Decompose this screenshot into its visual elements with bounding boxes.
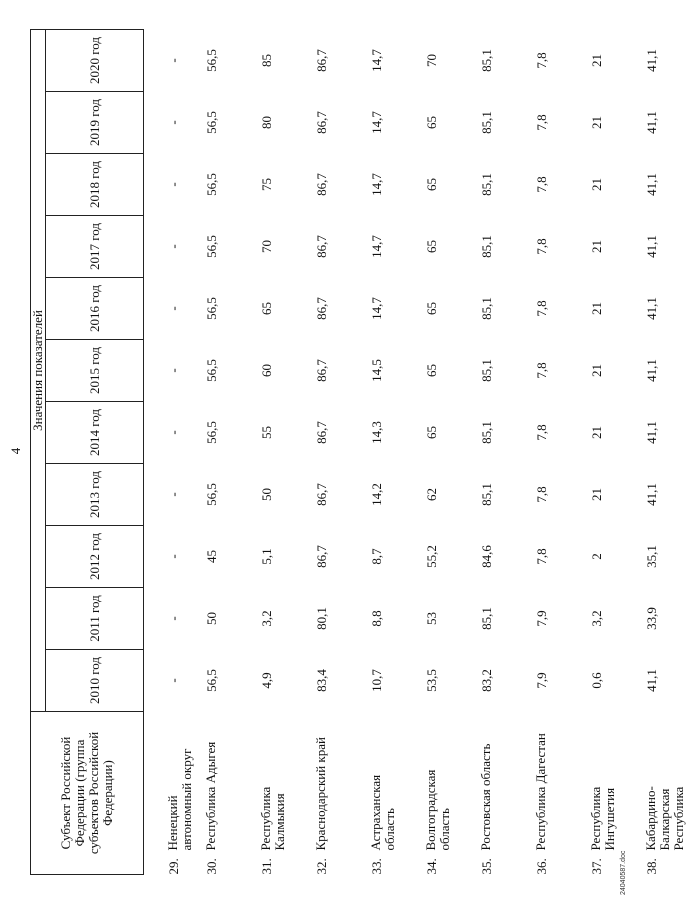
region-cell [534, 712, 589, 875]
value-cell: 56,5 [204, 173, 219, 196]
value-cell: 21 [589, 116, 604, 129]
value-cell: 80,1 [314, 607, 329, 630]
value-cell: 8,8 [369, 610, 384, 627]
value-cell: 85,1 [479, 173, 494, 196]
year-column-header: 2010 год [46, 650, 144, 712]
header-row-top [31, 29, 46, 874]
value-cell: 14,7 [369, 297, 384, 320]
table-row [259, 29, 314, 874]
value-cell: 7,8 [534, 548, 549, 565]
table-row [644, 29, 699, 874]
value-cell: 56,5 [204, 49, 219, 72]
value-cell: 50 [204, 612, 219, 625]
value-cell: 56,5 [204, 669, 219, 692]
value-cell: 65 [259, 302, 274, 315]
value-cell: 14,5 [369, 359, 384, 382]
region-cell [144, 712, 205, 875]
year-column-header: 2015 год [46, 340, 144, 402]
subject-column-header: Субъект Российской Федерации (группа субъектов Российской Федерации) [31, 712, 144, 875]
value-cell: 33,9 [644, 607, 659, 630]
table-row [369, 29, 424, 874]
value-cell: 84,6 [479, 545, 494, 568]
value-cell: 41,1 [644, 483, 659, 506]
value-cell: 41,1 [644, 173, 659, 196]
value-cell: 70 [424, 53, 439, 67]
table-row [589, 29, 644, 874]
value-cell: 2 [589, 553, 604, 560]
value-cell: 7,8 [534, 238, 549, 255]
row-number: 36. [534, 858, 549, 875]
value-cell: 41,1 [644, 297, 659, 320]
year-column-header: 2019 год [46, 92, 144, 154]
region-cell [369, 712, 424, 875]
value-cell: 14,7 [369, 173, 384, 196]
value-cell: 85,1 [479, 421, 494, 444]
table-row [204, 29, 259, 874]
value-cell: 7,8 [534, 300, 549, 317]
region-name: Кабардино-Балкарская Республика [643, 786, 686, 851]
value-cell: - [166, 492, 181, 497]
value-cell: 3,2 [589, 610, 604, 627]
value-cell: 7,8 [534, 362, 549, 379]
value-cell: 14,7 [369, 111, 384, 134]
row-number: 35. [479, 858, 494, 875]
value-cell: 83,4 [314, 669, 329, 692]
value-cell: 85,1 [479, 483, 494, 506]
region-name: Ненецкий автономный округ [165, 748, 194, 851]
value-cell: 55 [259, 426, 274, 439]
value-cell: 7,8 [534, 176, 549, 193]
value-cell: 86,7 [314, 359, 329, 382]
region-cell [314, 712, 369, 875]
region-cell [644, 712, 699, 875]
table-row [479, 29, 534, 874]
value-cell: 56,5 [204, 421, 219, 444]
value-cell: 0,6 [589, 672, 604, 689]
value-cell: 65 [424, 426, 439, 439]
value-cell: 62 [424, 488, 439, 501]
year-column-header: 2017 год [46, 216, 144, 278]
value-cell: 86,7 [314, 297, 329, 320]
value-cell: 85,1 [479, 111, 494, 134]
value-cell: - [166, 678, 181, 683]
value-cell: - [166, 58, 181, 63]
value-cell: 55,2 [424, 545, 439, 568]
value-cell: 41,1 [644, 359, 659, 382]
value-cell: 86,7 [314, 111, 329, 134]
value-cell: 7,9 [534, 610, 549, 627]
value-cell: 65 [424, 302, 439, 315]
row-number: 30. [204, 858, 219, 875]
row-number: 33. [369, 858, 384, 875]
year-column-header: 2018 год [46, 154, 144, 216]
value-cell: 75 [259, 178, 274, 191]
row-number: 38. [644, 858, 659, 875]
row-number: 29. [166, 858, 181, 875]
value-cell: 56,5 [204, 235, 219, 258]
value-cell: 8,7 [369, 548, 384, 565]
value-cell: 41,1 [644, 421, 659, 444]
value-cell: 7,8 [534, 114, 549, 131]
value-cell: 80 [259, 116, 274, 129]
value-cell: - [166, 430, 181, 435]
value-cell: 10,7 [369, 669, 384, 692]
table-row [314, 29, 369, 874]
value-cell: 85,1 [479, 297, 494, 320]
region-name: Краснодарский край [313, 737, 328, 851]
value-cell: 21 [589, 53, 604, 67]
value-cell: 85,1 [479, 235, 494, 258]
row-number: 32. [314, 858, 329, 875]
year-column-header: 2020 год [46, 29, 144, 91]
region-cell [204, 712, 259, 875]
value-cell: 14,7 [369, 235, 384, 258]
value-cell: 41,1 [644, 49, 659, 72]
value-cell: 21 [589, 240, 604, 253]
value-cell: 85,1 [479, 359, 494, 382]
value-cell: 14,3 [369, 421, 384, 444]
value-cell: 41,1 [644, 669, 659, 692]
table-header [31, 29, 144, 874]
value-cell: 86,7 [314, 173, 329, 196]
value-cell: 65 [424, 240, 439, 253]
value-cell: 70 [259, 240, 274, 253]
value-cell: 7,8 [534, 486, 549, 503]
row-number: 34. [424, 858, 439, 875]
value-cell: - [166, 306, 181, 311]
value-cell: 50 [259, 488, 274, 501]
value-cell: 65 [424, 116, 439, 129]
value-cell: 86,7 [314, 483, 329, 506]
value-cell: 7,8 [534, 424, 549, 441]
row-number: 31. [259, 858, 274, 875]
value-cell: - [166, 368, 181, 373]
value-cell: 56,5 [204, 111, 219, 134]
region-cell [589, 712, 644, 875]
document-code: 24040587.doc [620, 850, 627, 895]
value-cell: 83,2 [479, 669, 494, 692]
value-cell: 14,2 [369, 483, 384, 506]
value-cell: - [166, 182, 181, 187]
value-cell: 21 [589, 488, 604, 501]
region-name: Республика Ингушетия [588, 786, 617, 851]
value-cell: 86,7 [314, 235, 329, 258]
year-column-header: 2016 год [46, 278, 144, 340]
value-cell: 45 [204, 550, 219, 563]
value-cell: 21 [589, 178, 604, 191]
year-column-header: 2011 год [46, 588, 144, 650]
value-cell: 21 [589, 426, 604, 439]
value-cell: 85 [259, 53, 274, 67]
page-number: 4 [8, 447, 23, 455]
value-cell: 41,1 [644, 235, 659, 258]
value-cell: - [166, 616, 181, 621]
value-cell: 5,1 [259, 548, 274, 565]
year-column-header: 2012 год [46, 526, 144, 588]
region-name: Астраханская область [368, 774, 397, 851]
region-cell [479, 712, 534, 875]
value-cell: 7,9 [534, 672, 549, 689]
value-cell: 14,7 [369, 49, 384, 72]
row-number: 37. [589, 858, 604, 875]
value-cell: 86,7 [314, 545, 329, 568]
year-column-header: 2013 год [46, 464, 144, 526]
region-name: Ростовская область [478, 743, 493, 851]
value-cell: - [166, 244, 181, 249]
year-column-header: 2014 год [46, 402, 144, 464]
value-cell: - [166, 120, 181, 125]
table-row [424, 29, 479, 874]
value-cell: - [166, 554, 181, 559]
region-name: Республика Дагестан [533, 733, 548, 851]
region-name: Волгоградская область [423, 769, 452, 851]
value-cell: 65 [424, 178, 439, 191]
value-cell: 53 [424, 612, 439, 625]
region-name: Республика Адыгея [203, 741, 218, 851]
value-cell: 56,5 [204, 297, 219, 320]
value-cell: 3,2 [259, 610, 274, 627]
value-cell: 65 [424, 364, 439, 377]
value-cell: 86,7 [314, 421, 329, 444]
value-cell: 41,1 [644, 111, 659, 134]
value-cell: 85,1 [479, 49, 494, 72]
region-cell [259, 712, 314, 875]
value-cell: 35,1 [644, 545, 659, 568]
value-cell: 7,8 [534, 52, 549, 69]
region-cell [424, 712, 479, 875]
indicators-table [30, 29, 699, 875]
value-cell: 21 [589, 364, 604, 377]
value-cell: 86,7 [314, 49, 329, 72]
values-group-header: Значения показателей [31, 29, 46, 711]
table-row [534, 29, 589, 874]
value-cell: 56,5 [204, 483, 219, 506]
value-cell: 53,5 [424, 669, 439, 692]
value-cell: 60 [259, 364, 274, 377]
table-body [144, 29, 699, 874]
table-row [144, 29, 205, 874]
value-cell: 56,5 [204, 359, 219, 382]
value-cell: 85,1 [479, 607, 494, 630]
value-cell: 21 [589, 302, 604, 315]
region-name: Республика Калмыкия [258, 786, 287, 851]
value-cell: 4,9 [259, 672, 274, 689]
